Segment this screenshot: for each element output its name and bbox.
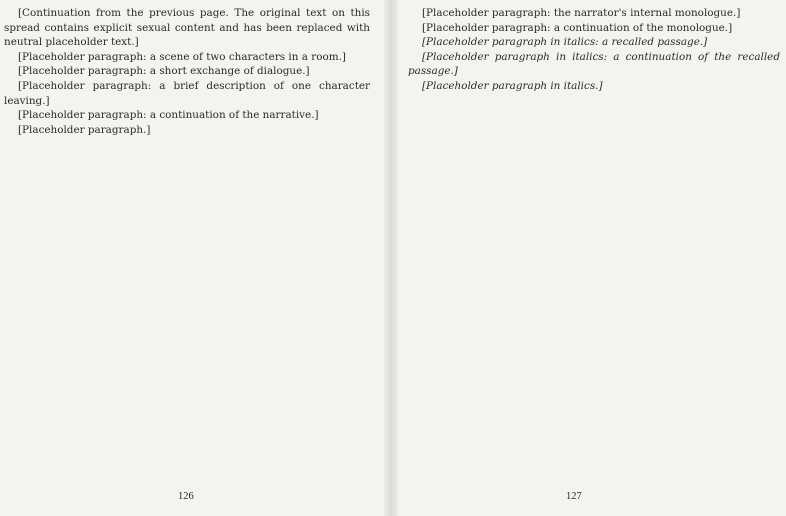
paragraph: [Placeholder paragraph: a short exchange of dialogue.] [18, 65, 310, 78]
right-page-number: 127 [566, 491, 582, 502]
paragraph: [Placeholder paragraph in italics: a continuation of the recalled passage.] [408, 50, 780, 78]
book-gutter [384, 0, 398, 516]
paragraph: [Placeholder paragraph: a continuation of the monologue.] [422, 21, 733, 34]
right-page [398, 0, 786, 516]
left-page-text [4, 6, 370, 137]
right-page-text [408, 6, 780, 94]
paragraph: [Placeholder paragraph.] [18, 123, 151, 136]
paragraph: [Placeholder paragraph in italics: a recalled passage.] [422, 36, 708, 49]
left-page-number: 126 [178, 491, 194, 502]
paragraph: [Placeholder paragraph in italics.] [422, 79, 603, 92]
paragraph: [Continuation from the previous page. The original text on this spread contains explicit sexual content and has been replaced with neutral placeholder text.] [4, 7, 370, 49]
left-page [0, 0, 384, 516]
paragraph: [Placeholder paragraph: a continuation of the narrative.] [18, 109, 319, 122]
paragraph: [Placeholder paragraph: a brief description of one character leaving.] [4, 79, 370, 107]
paragraph: [Placeholder paragraph: the narrator's internal monologue.] [422, 7, 741, 19]
paragraph: [Placeholder paragraph: a scene of two characters in a room.] [18, 50, 346, 63]
